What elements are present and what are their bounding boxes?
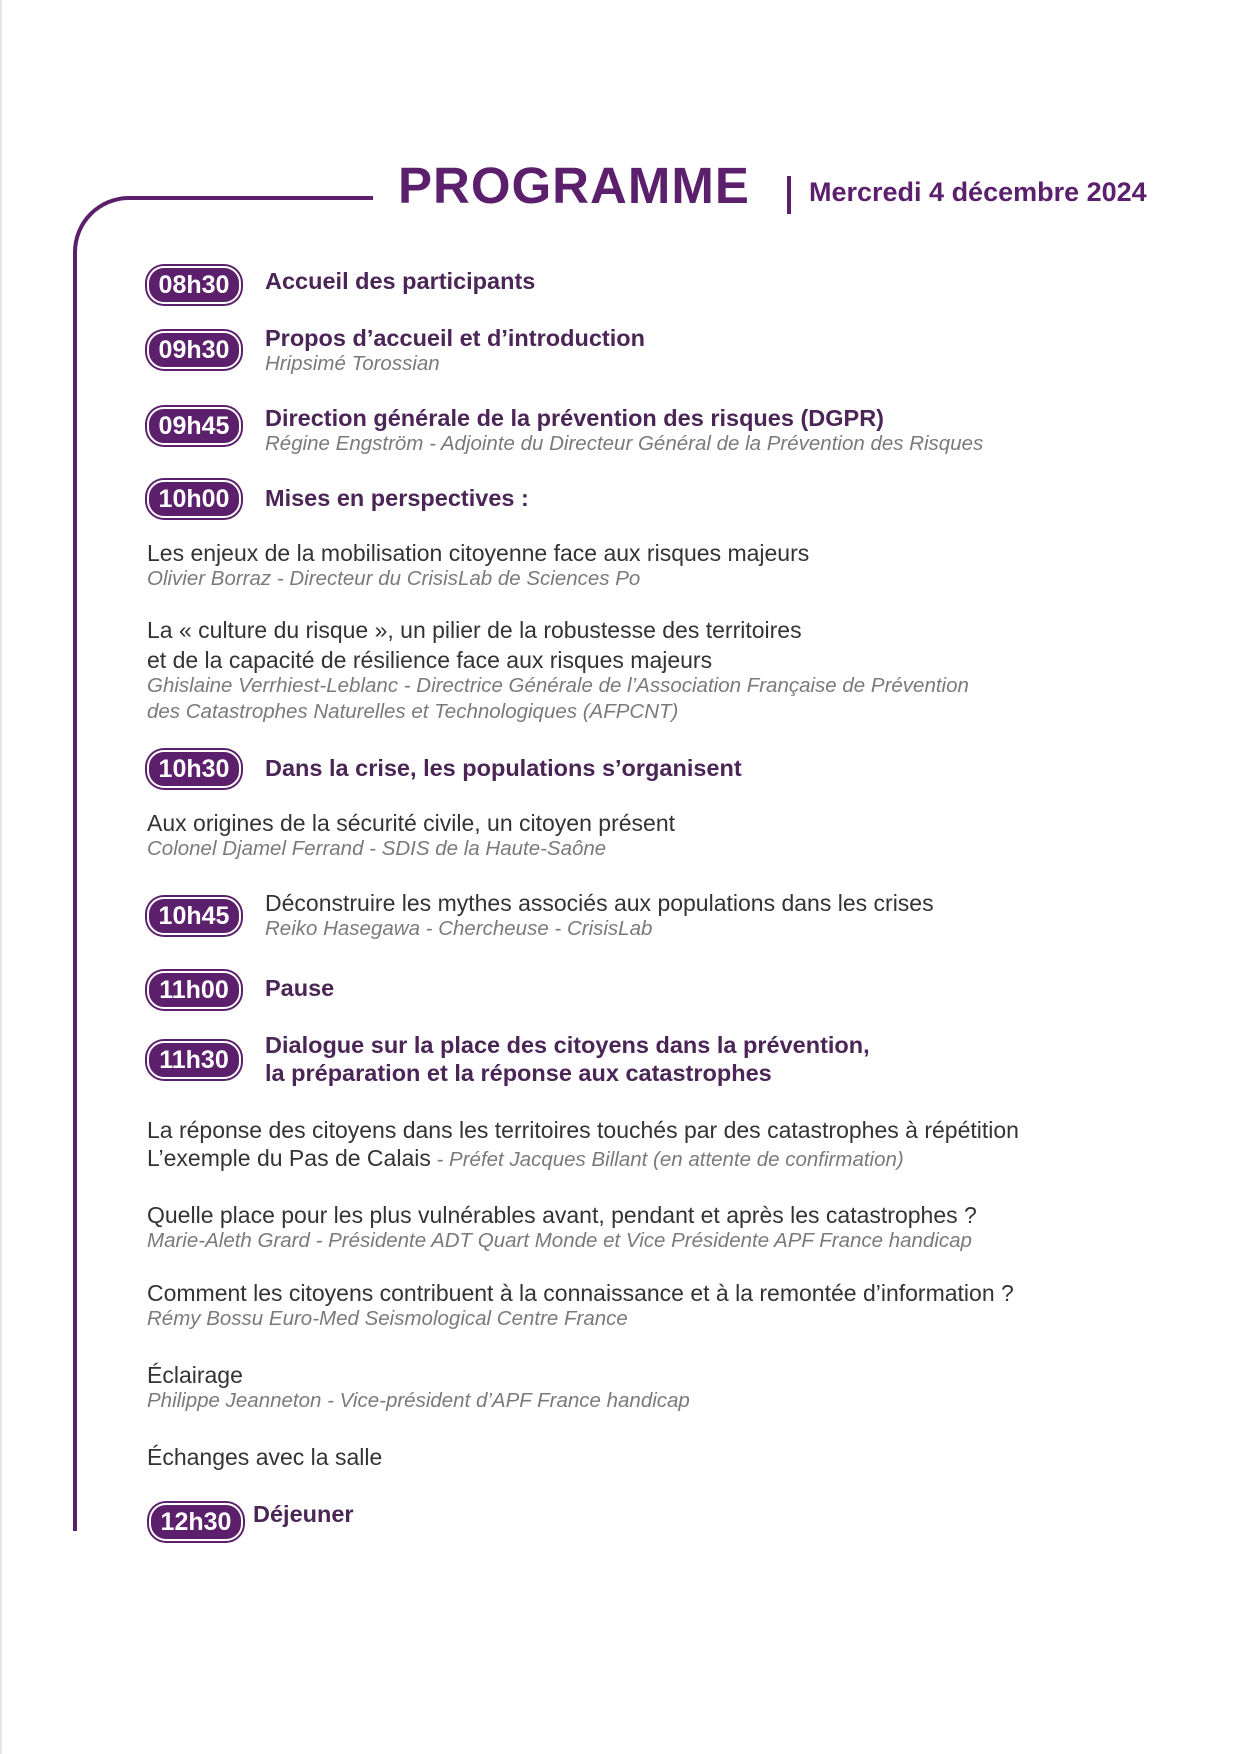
time-badge: 10h00 — [147, 480, 241, 518]
time-badge: 10h45 — [147, 897, 241, 935]
talk-title: La réponse des citoyens dans les territoires touchés par des catastrophes à répétition — [147, 1117, 1019, 1143]
title-separator — [787, 176, 791, 214]
talk-title: L’exemple du Pas de Calais — [147, 1145, 431, 1171]
speaker: Marie-Aleth Grard - Présidente ADT Quart Monde et Vice Présidente APF France handicap — [147, 1229, 972, 1252]
speaker: Hripsimé Torossian — [265, 352, 440, 375]
talk-title: et de la capacité de résilience face aux risques majeurs — [147, 647, 713, 673]
page-title: PROGRAMME — [398, 157, 750, 214]
speaker: Olivier Borraz - Directeur du CrisisLab de Sciences Po — [147, 567, 641, 590]
session-title: Propos d’accueil et d’introduction — [265, 325, 645, 351]
session-title: Déjeuner — [253, 1501, 354, 1527]
session-title: Dialogue sur la place des citoyens dans la prévention, — [265, 1032, 870, 1058]
session-title: Dans la crise, les populations s’organisent — [265, 755, 742, 781]
speaker: Régine Engström - Adjointe du Directeur Général de la Prévention des Risques — [265, 432, 984, 455]
event-date: Mercredi 4 décembre 2024 — [809, 177, 1147, 207]
talk-title: Comment les citoyens contribuent à la connaissance et à la remontée d’information ? — [147, 1280, 1014, 1306]
talk-title: Aux origines de la sécurité civile, un citoyen présent — [147, 810, 676, 836]
session-title: Mises en perspectives : — [265, 485, 529, 511]
talk-title: Quelle place pour les plus vulnérables avant, pendant et après les catastrophes ? — [147, 1202, 977, 1228]
time-badge: 12h30 — [149, 1503, 243, 1541]
session-title: Pause — [265, 975, 335, 1001]
time-badge: 11h00 — [147, 971, 241, 1009]
speaker: des Catastrophes Naturelles et Technologiques (AFPCNT) — [147, 700, 679, 723]
talk-title: Déconstruire les mythes associés aux populations dans les crises — [265, 890, 934, 916]
time-badge: 09h30 — [147, 331, 241, 369]
speaker: Colonel Djamel Ferrand - SDIS de la Haute-Saône — [147, 837, 607, 860]
session-title: Direction générale de la prévention des risques (DGPR) — [265, 405, 884, 431]
time-badge: 11h30 — [147, 1041, 241, 1079]
speaker: Reiko Hasegawa - Chercheuse - CrisisLab — [265, 917, 653, 940]
time-badge: 10h30 — [147, 750, 241, 788]
talk-title: Échanges avec la salle — [147, 1444, 383, 1470]
speaker: Ghislaine Verrhiest-Leblanc - Directrice Générale de l’Association Française de Prévention — [147, 674, 969, 697]
talk-title: La « culture du risque », un pilier de la robustesse des territoires — [147, 617, 802, 643]
talk-title-with-speaker — [147, 1143, 904, 1175]
session-title: Accueil des participants — [265, 268, 536, 294]
time-badge: 08h30 — [147, 266, 241, 304]
page-edge — [0, 0, 2, 1754]
time-badge: 09h45 — [147, 407, 241, 445]
session-title: la préparation et la réponse aux catastrophes — [265, 1060, 772, 1086]
speaker: Rémy Bossu Euro-Med Seismological Centre France — [147, 1307, 628, 1330]
talk-title: Les enjeux de la mobilisation citoyenne face aux risques majeurs — [147, 540, 810, 566]
talk-title: Éclairage — [147, 1362, 243, 1388]
speaker: Philippe Jeanneton - Vice-président d’APF France handicap — [147, 1389, 690, 1412]
speaker: - Préfet Jacques Billant (en attente de confirmation) — [430, 1148, 904, 1171]
